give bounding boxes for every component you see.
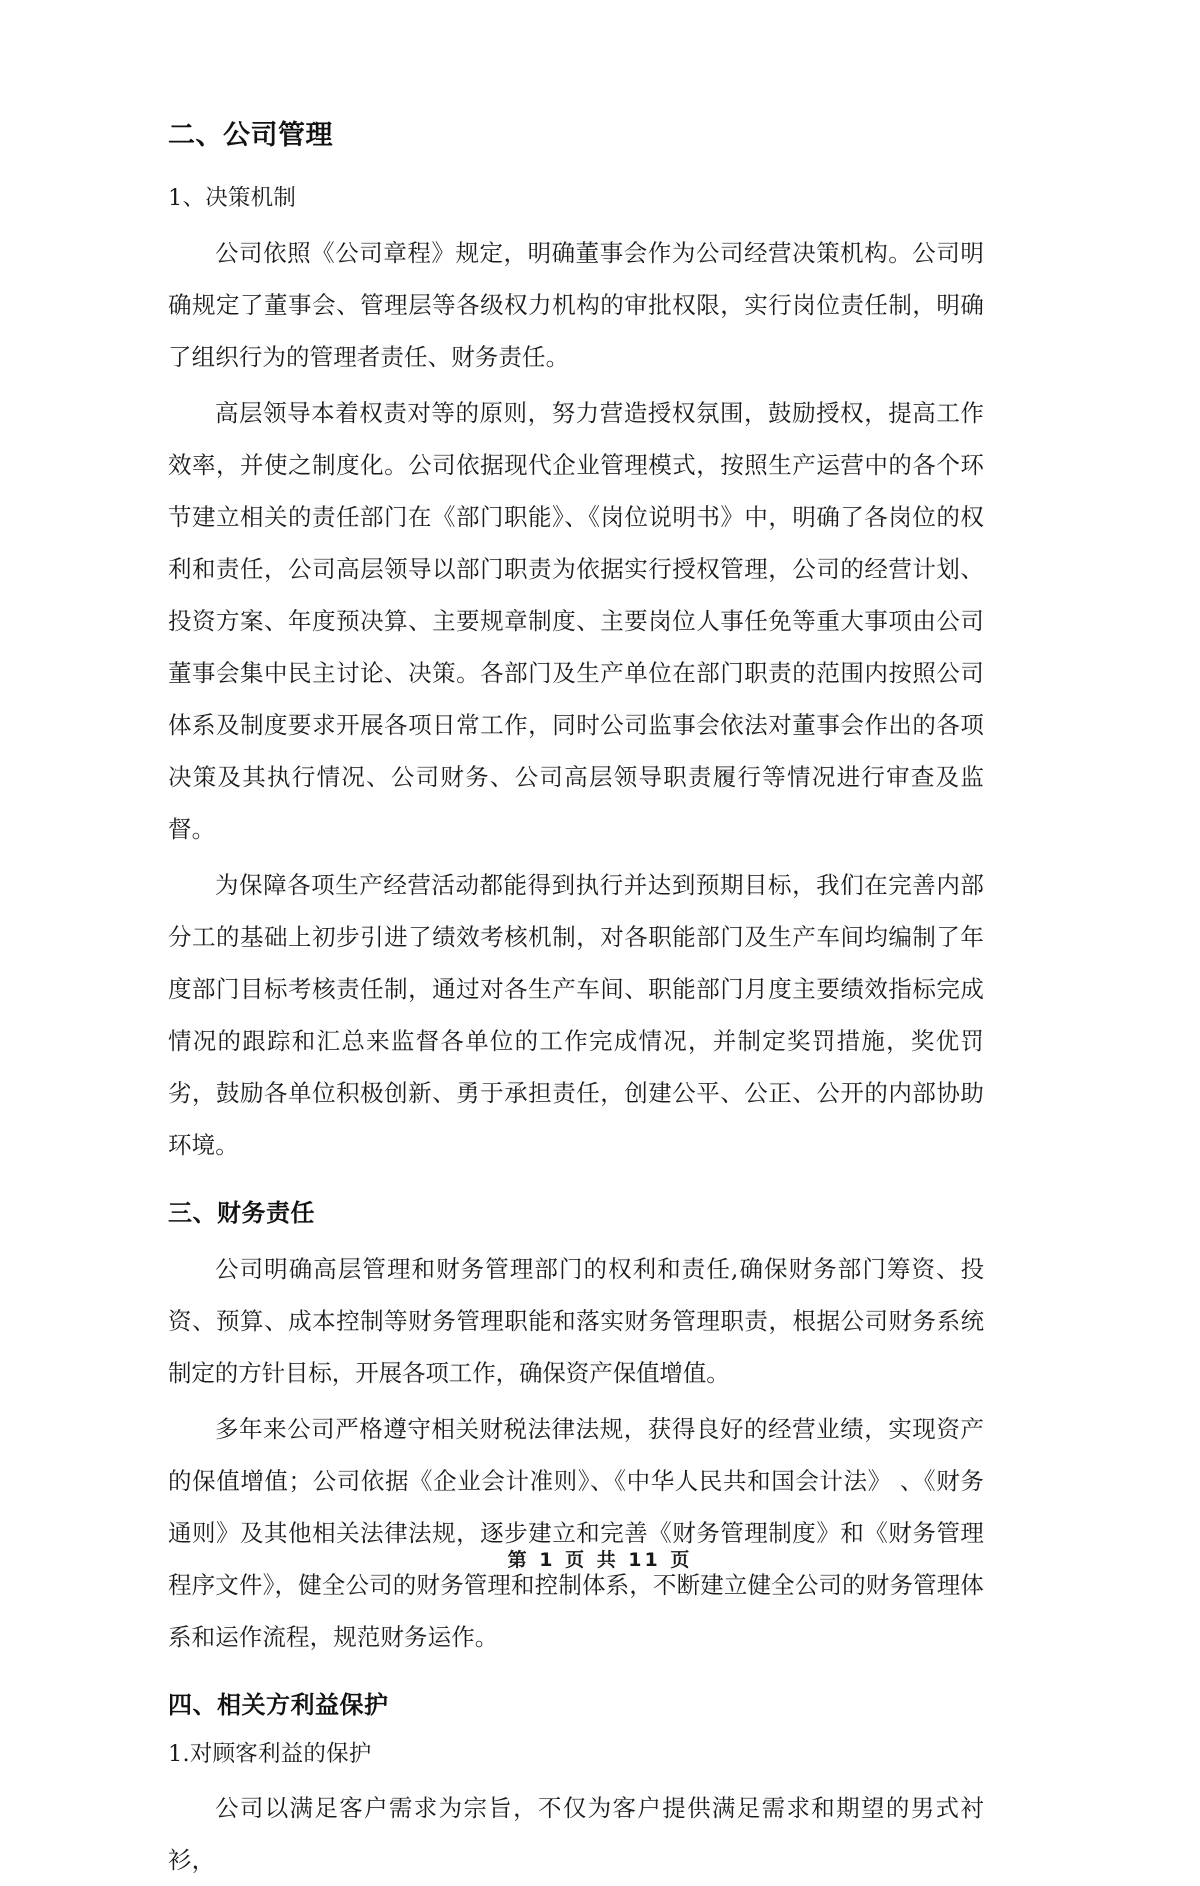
subheading-customer-interest-protection: 1.对顾客利益的保护 xyxy=(168,1740,372,1767)
page-content xyxy=(168,118,984,1886)
paragraph-performance-appraisal: 为保障各项生产经营活动都能得到执行并达到预期目标，我们在完善内部分工的基础上初步引进了绩效考核机制，对各职能部门及生产车间均编制了年度部门目标考核责任制，通过对各生产车间、职能部门月度主要绩效指标完成情况的跟踪和汇总来监督各单位的工作完成情况，并制定奖罚措施，奖优罚劣，鼓励各单位积极创新、勇于承担责任，创建公平、公正、公开的内部协助环境。 xyxy=(168,870,984,1159)
heading-financial-responsibility: 三、财务责任 xyxy=(168,1198,315,1227)
heading-stakeholder-protection: 四、相关方利益保护 xyxy=(168,1691,389,1720)
page-number-label: 第 1 页 共 11 页 xyxy=(507,1549,693,1571)
paragraph-financial-duties: 公司明确高层管理和财务管理部门的权利和责任,确保财务部门筹资、投资、预算、成本控制等财务管理职能和落实财务管理职责，根据公司财务系统制定的方针目标，开展各项工作，确保资产保值增值。 xyxy=(168,1255,984,1388)
paragraph-financial-compliance: 多年来公司严格遵守相关财税法律法规，获得良好的经营业绩，实现资产的保值增值；公司依据《企业会计准则》、《中华人民共和国会计法》 、《财务通则》及其他相关法律法规，逐步建立和完善《财务管理制度》和《财务管理程序文件》，健全公司的财务管理和控制体系，不断建立健全公司的财务管理体系和运作流程，规范财务运作。 xyxy=(168,1415,984,1652)
heading-company-management: 二、公司管理 xyxy=(168,120,333,151)
paragraph-customer-focus: 公司以满足客户需求为宗旨，不仅为客户提供满足需求和期望的男式衬衫， xyxy=(168,1794,984,1875)
paragraph-decision-mechanism-overview: 公司依照《公司章程》规定，明确董事会作为公司经营决策机构。公司明确规定了董事会、管理层等各级权力机构的审批权限，实行岗位责任制，明确了组织行为的管理者责任、财务责任。 xyxy=(168,238,984,371)
page-footer xyxy=(0,1545,1200,1572)
subheading-decision-mechanism: 1、决策机制 xyxy=(168,185,297,212)
paragraph-delegation-and-authority: 高层领导本着权责对等的原则，努力营造授权氛围，鼓励授权，提高工作效率，并使之制度化。公司依据现代企业管理模式，按照生产运营中的各个环节建立相关的责任部门在《部门职能》、《岗位说明书》中，明确了各岗位的权利和责任，公司高层领导以部门职责为依据实行授权管理，公司的经营计划、投资方案、年度预决算、主要规章制度、主要岗位人事任免等重大事项由公司董事会集中民主讨论、决策。各部门及生产单位在部门职责的范围内按照公司体系及制度要求开展各项日常工作，同时公司监事会依法对董事会作出的各项决策及其执行情况、公司财务、公司高层领导职责履行等情况进行审查及监督。 xyxy=(168,398,984,843)
